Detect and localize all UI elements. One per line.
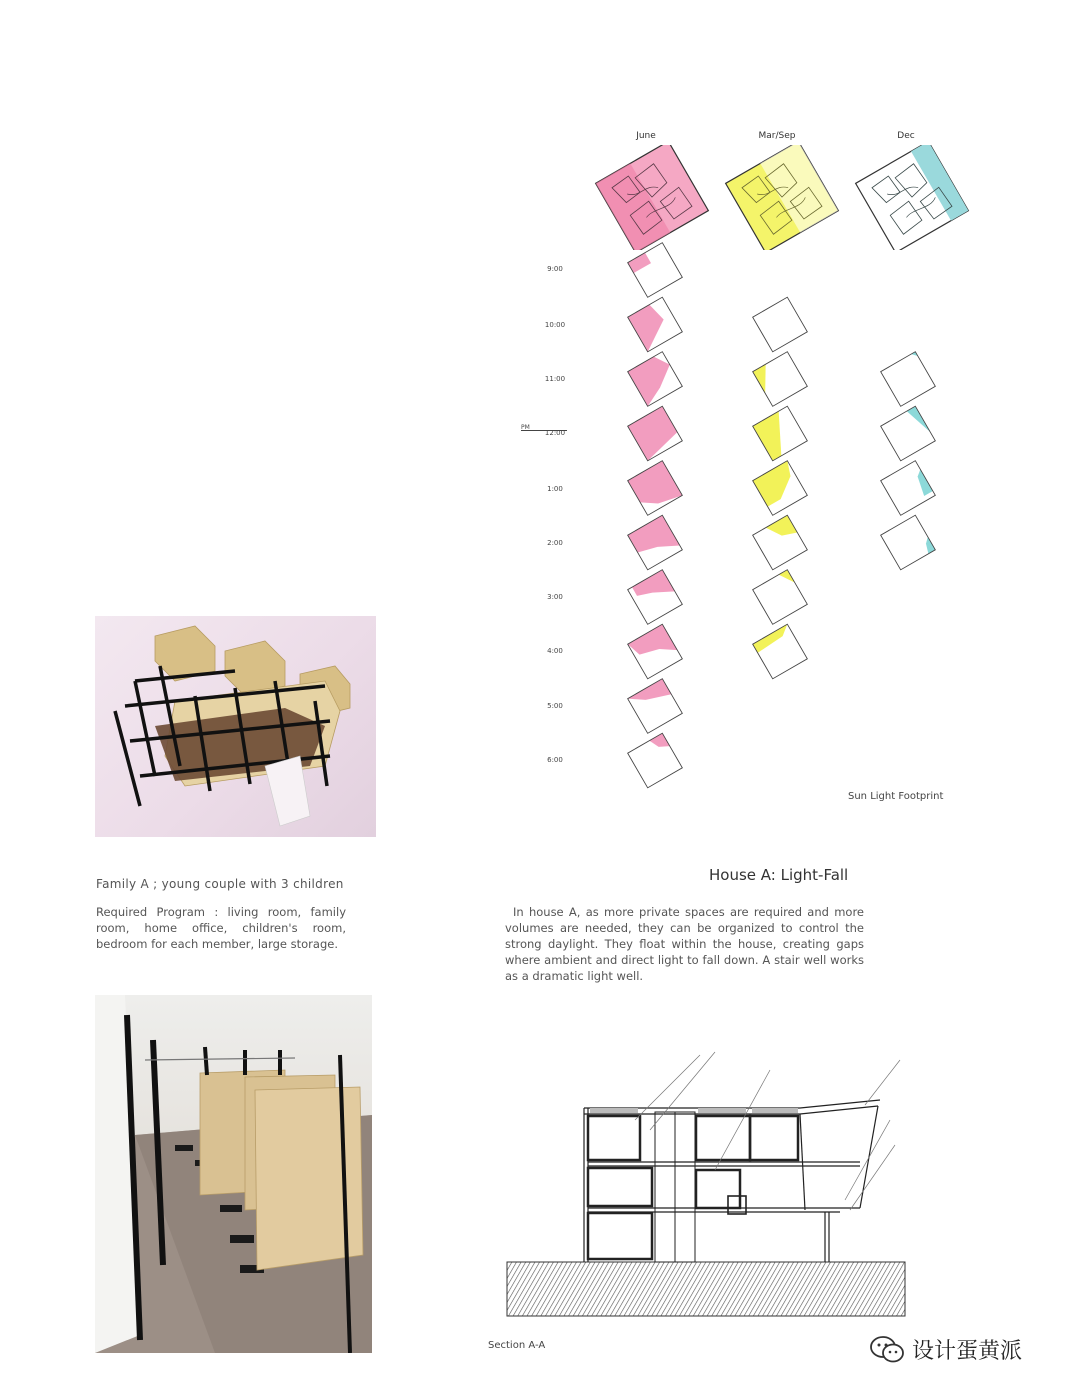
footprint-square-14: [753, 570, 808, 625]
watermark: [870, 1334, 1022, 1365]
time-label-3: 3:00: [547, 593, 563, 601]
house-description: In house A, as more private spaces are required and more volumes are needed, they can be organized to control the strong daylight. They float within the house, creating gaps where ambient and direct light to fall down. A stair well works as a dramatic light well.: [505, 905, 864, 983]
model-photo-overview-drawing: [95, 616, 376, 837]
family-program: Required Program : living room, family room, home office, children's room, bedroom for each member, large storage.: [96, 905, 346, 951]
footprint-fill: [628, 515, 680, 565]
model-photo-interior-drawing: [95, 995, 372, 1353]
column-label-dec: Dec: [897, 131, 915, 141]
footprint-square-6: [628, 570, 683, 625]
footprint-outline: [881, 406, 936, 461]
footprint-square-11: [753, 406, 808, 461]
time-label-2: 2:00: [547, 539, 563, 547]
footprint-fill: [628, 302, 674, 352]
footprint-square-7: [628, 624, 683, 679]
footprint-square-16: [881, 352, 936, 407]
watermark-text: 设计蛋黄派: [912, 1339, 1023, 1364]
model-photo-interior: [95, 995, 372, 1353]
time-label-9: 9:00: [547, 265, 563, 273]
column-label-equinox: Mar/Sep: [758, 131, 796, 141]
footprint-outline: [881, 352, 936, 407]
footprint-fill: [632, 570, 675, 609]
time-label-1: 1:00: [547, 485, 563, 493]
footprint-square-15: [753, 624, 808, 679]
wechat-icon: [870, 1336, 904, 1364]
footprint-square-3: [628, 406, 683, 461]
footprint-fill: [628, 624, 678, 670]
time-label-5: 5:00: [547, 702, 563, 710]
footprint-square-19: [881, 515, 936, 570]
footprint-square-20: [753, 297, 808, 352]
footprint-fill: [753, 624, 793, 653]
footprint-fill: [753, 461, 803, 507]
footprint-square-18: [881, 461, 936, 516]
time-label-12: 12:00: [544, 429, 566, 437]
sun-footprint-grid: [600, 240, 980, 800]
family-title: Family A ; young couple with 3 children: [96, 877, 344, 891]
sun-footprint-caption: Sun Light Footprint: [848, 791, 944, 802]
footprint-square-9: [628, 733, 683, 788]
footprint-fill: [766, 515, 798, 545]
pm-marker: PM: [521, 424, 530, 431]
footprint-fill: [628, 679, 672, 715]
footprint-square-10: [753, 352, 808, 407]
column-label-june: June: [636, 131, 656, 141]
footprint-square-1: [628, 297, 683, 352]
model-photo-overview: [95, 616, 376, 837]
footprint-fill: [753, 411, 799, 461]
time-label-10: 10:00: [544, 321, 566, 329]
footprint-outline: [753, 297, 808, 352]
plan-june: [596, 145, 709, 250]
footprint-square-2: [628, 352, 683, 407]
footprint-square-12: [753, 461, 808, 516]
footprint-fill: [628, 461, 683, 516]
footprint-square-8: [628, 679, 683, 734]
footprint-square-0: [628, 243, 683, 298]
section-drawing: [500, 1050, 910, 1320]
footprint-fill: [649, 733, 669, 753]
plan-dec: [856, 145, 969, 250]
footprint-square-4: [628, 461, 683, 516]
footprint-fill: [628, 406, 683, 461]
plan-diagrams: [590, 145, 970, 250]
footprint-fill: [628, 352, 683, 407]
section-caption: Section A-A: [488, 1340, 546, 1351]
footprint-square-5: [628, 515, 683, 570]
time-label-11: 11:00: [544, 375, 566, 383]
time-label-4: 4:00: [547, 647, 563, 655]
house-title: House A: Light-Fall: [709, 866, 849, 884]
time-label-6: 6:00: [547, 756, 563, 764]
footprint-square-17: [881, 406, 936, 461]
plan-equinox: [726, 145, 839, 250]
footprint-square-13: [753, 515, 808, 570]
footprint-outline: [753, 570, 808, 625]
